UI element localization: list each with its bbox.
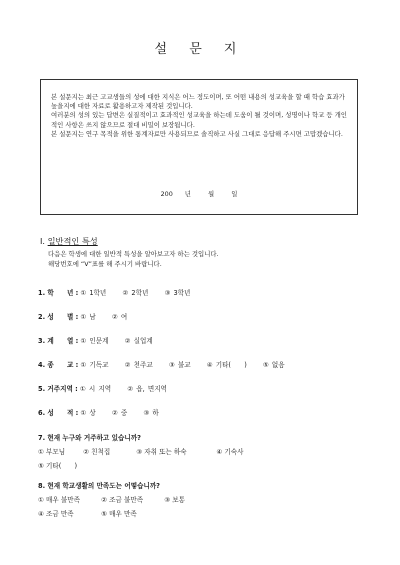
date-year-unit: 년 (184, 190, 191, 198)
question-region (38, 383, 180, 393)
option-religion-other[interactable]: ④ 기타( ) (206, 361, 247, 369)
option-mid[interactable]: ② 중 (111, 409, 128, 417)
intro-box (40, 79, 358, 215)
question-grades (38, 407, 172, 417)
option-neutral[interactable]: ③ 보통 (164, 496, 185, 504)
option-grade-1[interactable]: ① 1학년 (80, 289, 107, 297)
question-label: 6. 성 적 : (38, 409, 79, 417)
option-grade-2[interactable]: ② 2학년 (122, 289, 149, 297)
question-label: 5. 거주지역 : (38, 385, 78, 393)
option-religion-none[interactable]: ⑤ 없음 (262, 361, 285, 369)
question-label: 2. 성 별 : (38, 313, 79, 321)
option-female[interactable]: ② 여 (111, 313, 128, 321)
question-religion (38, 359, 298, 369)
question-label: 8. 현재 학교생활의 만족도는 어떻습니까? (38, 482, 161, 490)
option-parents[interactable]: ① 부모님 (38, 448, 66, 456)
option-male[interactable]: ① 남 (80, 313, 96, 321)
survey-title: 설 문 지 (154, 42, 246, 57)
option-buddhist[interactable]: ③ 불교 (168, 361, 191, 369)
question-gender (38, 311, 140, 321)
option-slightly-satisfied[interactable]: ④ 조금 만족 (38, 510, 74, 518)
intro-paragraph-1: 본 설문지는 최근 고교생들의 성에 대한 지식은 어느 정도이며, 또 어떤 내용의 성교육을 할 때 학습 효과가 높을지에 대한 자료로 활용하고자 제작된 것입니다. (51, 93, 345, 111)
section-general (40, 236, 370, 269)
section-title: 일반적인 특성 (47, 236, 98, 246)
section-heading (40, 236, 370, 247)
question-grade (38, 287, 203, 297)
section-description (48, 250, 370, 269)
option-protestant[interactable]: ① 기독교 (80, 361, 109, 369)
option-boarding[interactable]: ③ 자취 또는 하숙 (136, 448, 187, 456)
intro-paragraph-3: 본 설문지는 연구 목적을 위한 통계자료만 사용되므로 솔직하고 사실 그대로 응답해 주시면 고맙겠습니다. (51, 129, 343, 138)
option-residence-other[interactable]: ⑤ 기타( ) (38, 462, 78, 470)
date-line (41, 190, 357, 199)
section-description-line-2: 해당번호에 “V”표를 해 주시기 바랍니다. (48, 259, 162, 268)
date-day-unit: 일 (231, 190, 238, 198)
option-relatives[interactable]: ② 친척집 (83, 448, 111, 456)
question-label: 3. 계 열 : (38, 337, 79, 345)
option-catholic[interactable]: ② 천주교 (124, 361, 153, 369)
option-slightly-dissatisfied[interactable]: ② 조금 불만족 (101, 496, 144, 504)
date-month-unit: 월 (208, 190, 215, 198)
question-track (38, 335, 166, 345)
option-city[interactable]: ① 시 지역 (79, 385, 112, 393)
intro-paragraph-2: 여러분의 성의 있는 답변은 실질적이고 효과적인 성교육을 하는데 도움이 될 것이며, 성명이나 학교 등 개인적인 사항은 쓰지 않으므로 절대 비밀이 보장됩니다. (51, 111, 347, 129)
question-label: 1. 학 년 : (38, 289, 79, 297)
option-humanities[interactable]: ① 인문계 (80, 337, 109, 345)
question-label: 4. 종 교 : (38, 361, 79, 369)
option-very-satisfied[interactable]: ⑤ 매우 만족 (101, 510, 137, 518)
section-number: I. (40, 236, 46, 246)
section-description-line-1: 다음은 학생에 대한 일반적 특성을 알아보고자 하는 것입니다. (48, 250, 219, 258)
option-low[interactable]: ③ 하 (143, 409, 159, 417)
question-satisfaction (38, 480, 368, 518)
question-residence (38, 432, 368, 470)
option-high[interactable]: ① 상 (80, 409, 96, 417)
question-label: 7. 현재 누구와 거주하고 있습니까? (38, 434, 141, 442)
date-year: 200 (160, 190, 173, 198)
option-vocational[interactable]: ② 실업계 (124, 337, 153, 345)
option-dormitory[interactable]: ④ 기숙사 (216, 448, 244, 456)
option-very-dissatisfied[interactable]: ① 매우 불만족 (38, 496, 80, 504)
option-town[interactable]: ② 읍, 면지역 (127, 385, 167, 393)
option-grade-3[interactable]: ③ 3학년 (164, 289, 191, 297)
